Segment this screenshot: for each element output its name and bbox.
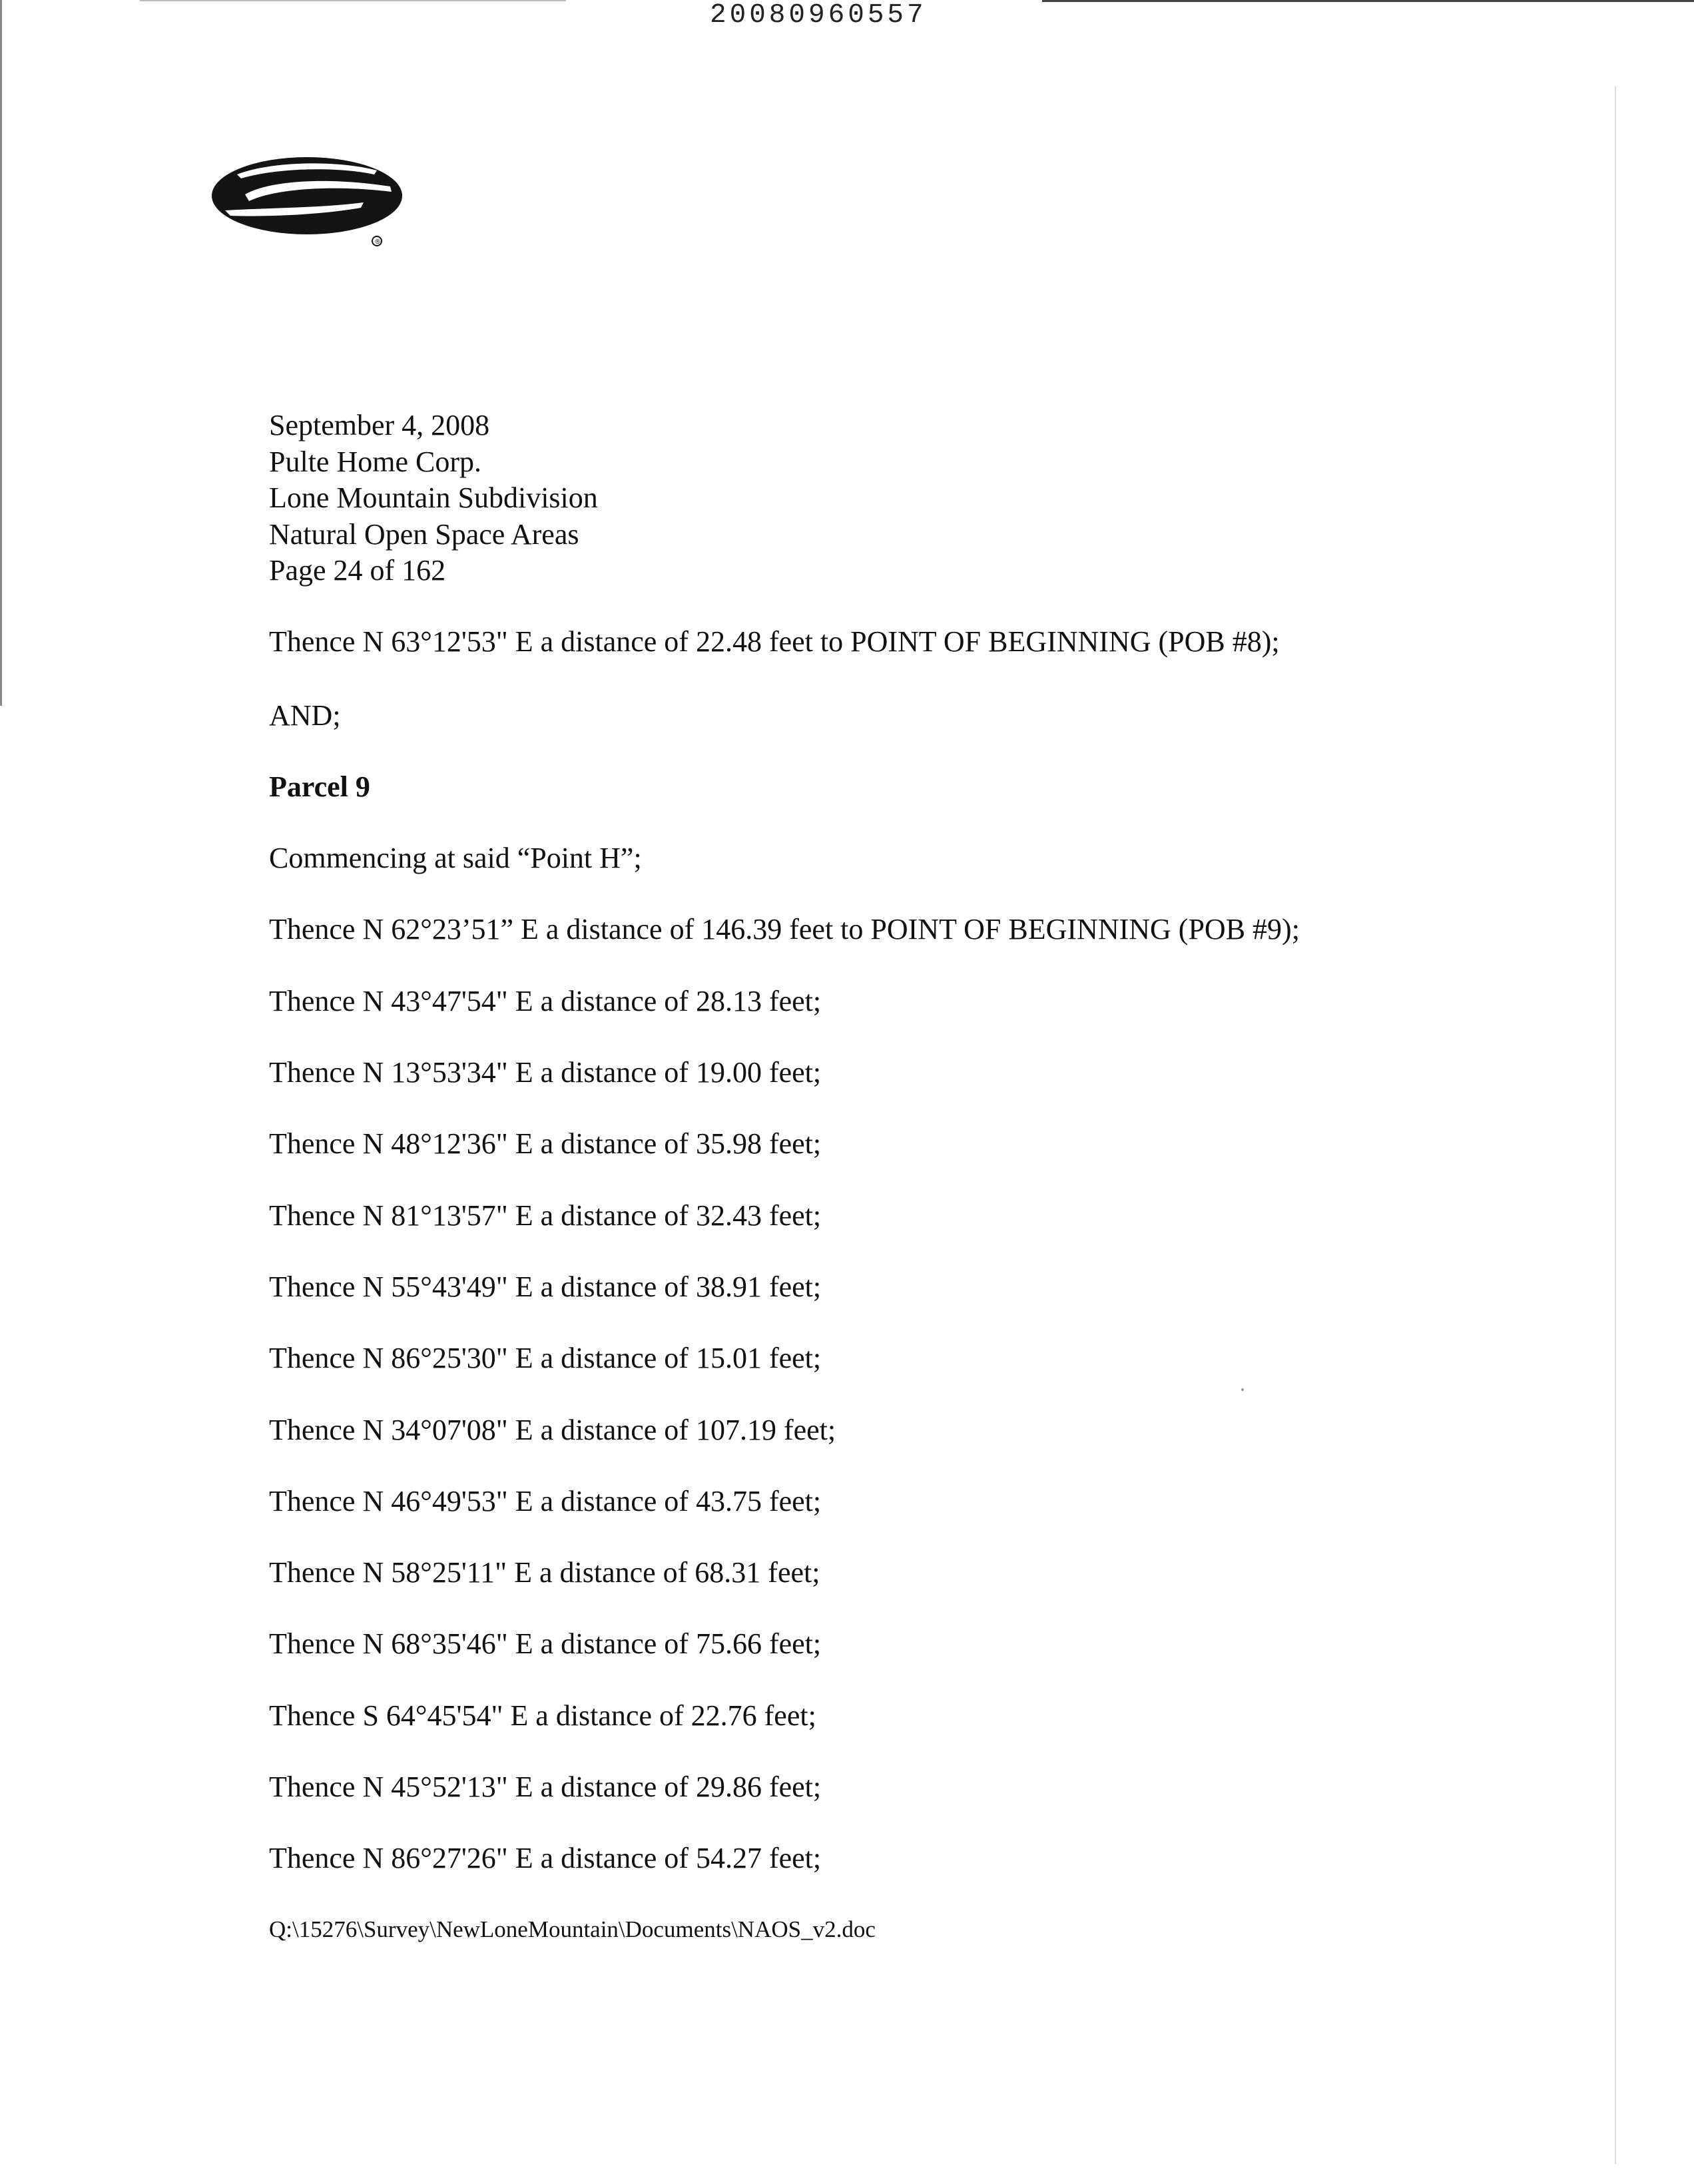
letter-header <box>269 408 598 589</box>
course-line: Thence S 64°45'54" E a distance of 22.76 feet; <box>269 1699 816 1732</box>
course-line: Thence N 43°47'54" E a distance of 28.13 feet; <box>269 985 822 1017</box>
header-page: Page 24 of 162 <box>269 554 446 587</box>
scan-right-edge <box>1615 87 1616 2164</box>
scan-speck <box>1241 1388 1244 1391</box>
course-line: Thence N 81°13'57" E a distance of 32.43 feet; <box>269 1199 822 1232</box>
course-line: Thence N 48°12'36" E a distance of 35.98 feet; <box>269 1127 822 1160</box>
footer-file-path: Q:\15276\Survey\NewLoneMountain\Documents\NAOS_v2.doc <box>269 1916 876 1942</box>
registered-mark: ® <box>374 238 381 246</box>
course-line: Thence N 34°07'08" E a distance of 107.19 feet; <box>269 1414 836 1446</box>
document-number: 20080960557 <box>710 0 927 31</box>
course-line: Thence N 55°43'49" E a distance of 38.91 feet; <box>269 1270 822 1303</box>
course-line: Thence N 86°27'26" E a distance of 54.27 feet; <box>269 1842 822 1874</box>
header-subdivision: Lone Mountain Subdivision <box>269 481 598 514</box>
scan-left-edge <box>0 0 2 706</box>
and-line: AND; <box>269 699 341 732</box>
scan-top-rule <box>1042 0 1694 2</box>
commencing-line: Commencing at said “Point H”; <box>269 842 642 874</box>
scan-top-rule-left <box>140 0 566 1</box>
course-line: Thence N 46°49'53" E a distance of 43.75 feet; <box>269 1485 822 1517</box>
header-date: September 4, 2008 <box>269 409 490 441</box>
description-line-pob9: Thence N 62°23’51” E a distance of 146.39 feet to POINT OF BEGINNING (POB #9); <box>269 913 1300 946</box>
course-line: Thence N 45°52'13" E a distance of 29.86 feet; <box>269 1771 822 1803</box>
parcel-heading: Parcel 9 <box>269 770 370 803</box>
course-line: Thence N 86°25'30" E a distance of 15.01 feet; <box>269 1342 822 1374</box>
course-line: Thence N 13°53'34" E a distance of 19.00 feet; <box>269 1056 822 1089</box>
course-line: Thence N 58°25'11" E a distance of 68.31 feet; <box>269 1556 820 1589</box>
company-s-logo-icon <box>210 154 410 254</box>
header-client: Pulte Home Corp. <box>269 445 481 478</box>
header-subject: Natural Open Space Areas <box>269 517 579 551</box>
course-line: Thence N 68°35'46" E a distance of 75.66 feet; <box>269 1627 822 1660</box>
description-line-pob8: Thence N 63°12'53" E a distance of 22.48 feet to POINT OF BEGINNING (POB #8); <box>269 625 1280 658</box>
